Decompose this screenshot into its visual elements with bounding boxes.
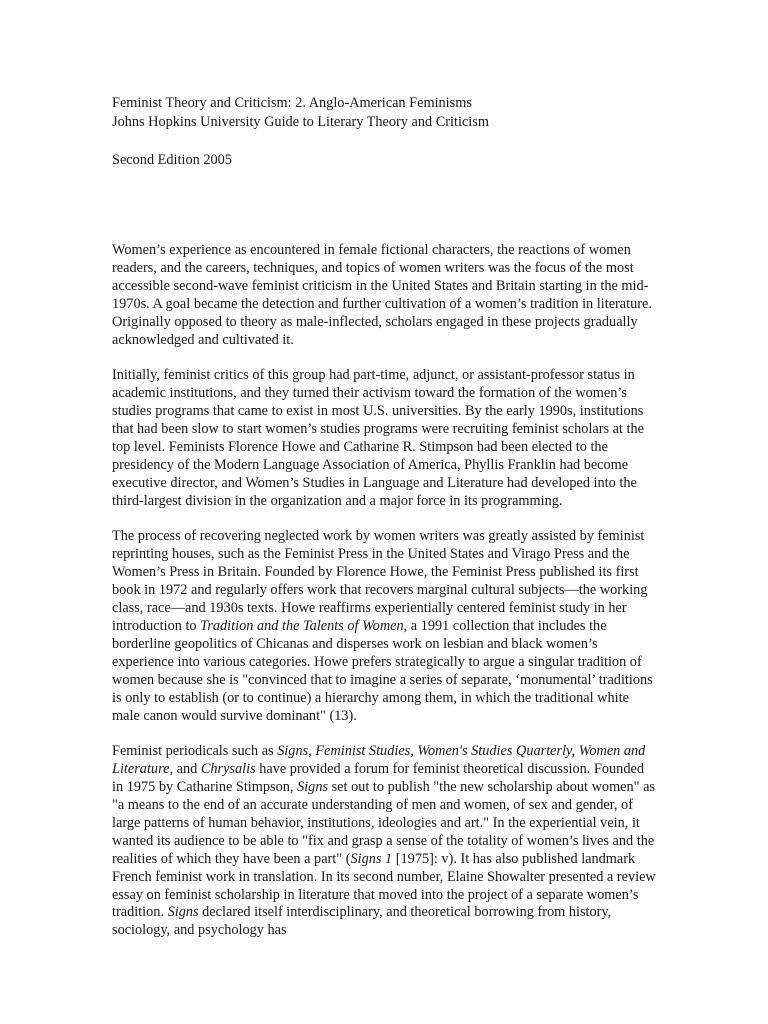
paragraph-1: Women’s experience as encountered in female fictional characters, the reactions of women readers, and the careers, techniques, and topics of women writers was the focus of the most accessible second-wave feminist criticism in the United States and Britain starting in the mid-1970s. A goal became the detection and further cultivation of a women’s tradition in literature. Originally opposed to theory as male-inflected, scholars engaged in these projects gradually acknowledged and cultivated it.	[112, 242, 652, 348]
paragraph-4-text-d: set out to publish "the new scholarship about women" as "a means to the end of an accurate understanding of men and women, of sex and gender, of large patterns of human behavior, institutions, ideologies and art." In the experiential vein, it wanted its audience to be able to "fix and grasp a sense of the totality of women’s lives and the realities of which they have been a part" (	[112, 779, 655, 867]
paragraph-3	[112, 528, 657, 725]
signs-italic: Signs	[297, 779, 329, 796]
signs-citation-italic: Signs 1	[350, 850, 393, 867]
paragraph-3-text-a: The process of recovering neglected work by women writers was greatly assisted by feminist reprinting houses, such as the Feminist Press in the United States and Virago Press and the Women’s Press in Britain. Founded by Florence Howe, the Feminist Press published its first book in 1972 and regularly offers work that recovers marginal cultural subjects—the working class, race—and 1930s texts. Howe reaffirms experientially centered feminist study in her introduction to	[112, 528, 648, 634]
signs-italic-2: Signs	[167, 904, 199, 921]
paragraph-4	[112, 743, 657, 940]
paragraph-4-text-a: Feminist periodicals such as	[112, 743, 278, 760]
paragraph-2: Initially, feminist critics of this group had part-time, adjunct, or assistant-professor status in academic institutions, and they turned their activism toward the formation of the women’s studies programs that came to exist in most U.S. universities. By the early 1990s, institutions that had been slow to start women’s studies programs were recruiting feminist scholars at the top level. Feminists Florence Howe and Catharine R. Stimpson had been elected to the presidency of the Modern Language Association of America, Phyllis Franklin had become executive director, and Women’s Studies in Language and Literature had developed into the third-largest division in the organization and a major force in its programming.	[112, 367, 645, 509]
document-source: Johns Hopkins University Guide to Literary Theory and Criticism	[112, 114, 489, 130]
paragraph-4-text-e: [1975]: v). It has also published landmark French feminist work in translation. In its second number, Elaine Showalter presented a review essay on feminist scholarship in literature that moved into the project of a separate women’s tradition.	[112, 850, 656, 921]
paragraph-4-text-b: and	[173, 761, 201, 778]
chrysalis-italic: Chrysalis	[200, 761, 256, 778]
paragraph-3-text-b: a 1991 collection that includes the borderline geopolitics of Chicanas and disperses work on lesbian and black women’s experience into various categories. Howe prefers strategically to argue a singular tradition of women because she is "convinced that to imagine a series of separate, ‘monumental’ traditions is only to establish (or to continue) a hierarchy among them, in which the traditional white male canon would survive dominant" (13).	[112, 618, 653, 724]
paragraph-4-text-c: have provided a forum for feminist theoretical discussion. Founded in 1975 by Catharine Stimpson,	[112, 761, 644, 796]
book-title-italic: Tradition and the Talents of Women,	[200, 618, 408, 634]
document-edition: Second Edition 2005	[112, 152, 232, 168]
periodicals-italic: Signs, Feminist Studies, Women's Studies Quarterly, Women and Literature,	[112, 743, 646, 778]
paragraph-4-text-f: declared itself interdisciplinary, and theoretical borrowing from history, sociology, and psychology has	[112, 904, 612, 939]
document-title: Feminist Theory and Criticism: 2. Anglo-American Feminisms	[112, 95, 472, 111]
